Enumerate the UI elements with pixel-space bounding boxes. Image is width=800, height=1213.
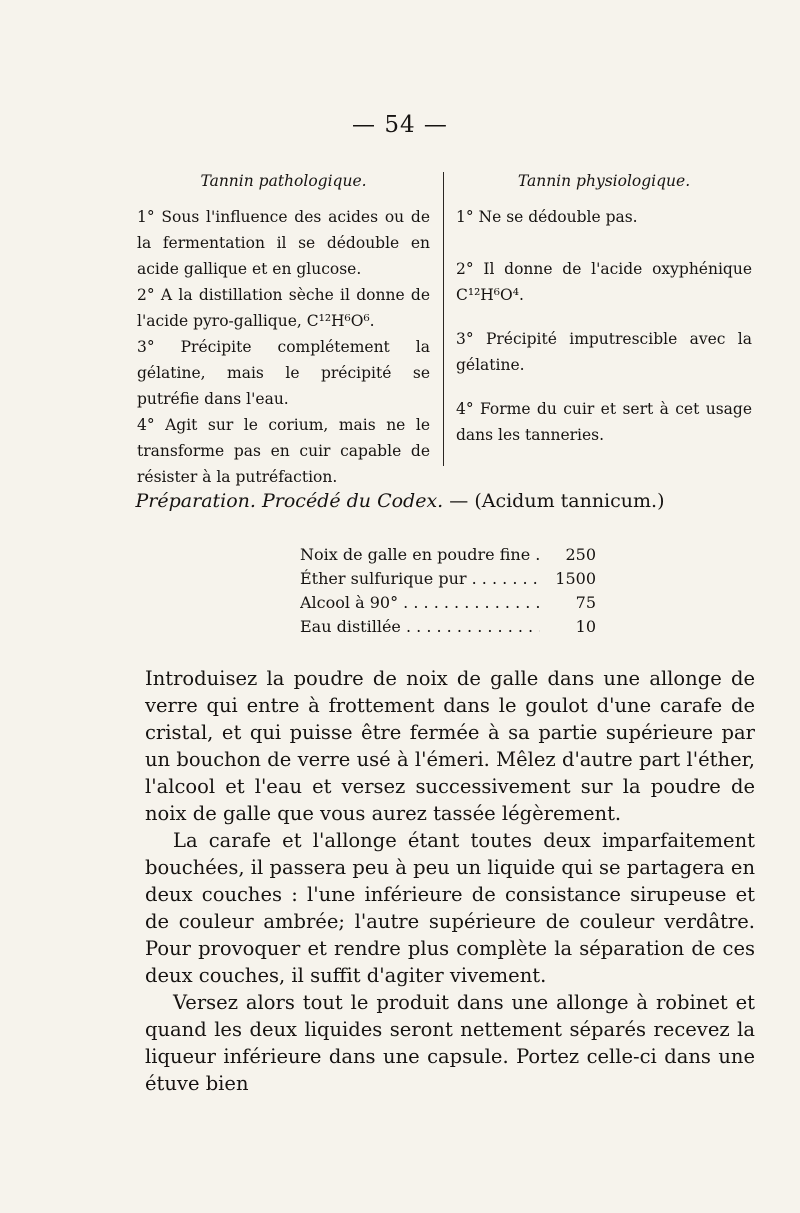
column-divider [443, 172, 444, 466]
paragraph-1: Introduisez la poudre de noix de galle dans une allonge de verre qui entre à frottement dans le goulot d'une carafe de cristal, et qui puisse être fermée à sa partie supérieure par un bouchon de verre usé à l'émeri. Mêlez d'autre part l'éther, l'alcool et l'eau et versez successivement sur la poudre de noix de galle que vous aurez tassée légèrement. [145, 667, 755, 825]
recipe-ingredient: Éther sulfurique pur . . . [300, 567, 540, 591]
recipe-ingredient: Alcool à 90° . . . [300, 591, 540, 615]
left-item-3: 3° Précipite complétement la gélatine, mais le précipité se putréfie dans l'eau. [137, 338, 430, 408]
recipe-list [300, 543, 600, 639]
recipe-quantity: 75 [575, 593, 596, 612]
right-item-1: 1° Ne se dédouble pas. [456, 208, 638, 226]
preparation-heading [0, 490, 800, 512]
recipe-row [300, 591, 600, 615]
paragraph-3: Versez alors tout le produit dans une allonge à robinet et quand les deux liquides seront nettement séparés recevez la liqueur inférieure dans une capsule. Portez celle-ci dans une étuve bien [145, 991, 755, 1095]
page-number: — 54 — [352, 112, 448, 138]
recipe-ingredient: Noix de galle en poudre fine . . . [300, 543, 540, 567]
preparation-dash: — [443, 490, 475, 512]
recipe-ingredient: Eau distillée . . . [300, 615, 540, 639]
preparation-method: Préparation. Procédé du Codex. [135, 490, 444, 512]
recipe-quantity: 1500 [555, 569, 596, 588]
recipe-row [300, 543, 600, 567]
left-item-4: 4° Agit sur le corium, mais ne le transforme pas en cuir capable de résister à la putréfaction. [137, 416, 430, 486]
left-item-1: 1° Sous l'influence des acides ou de la fermentation il se dédouble en acide gallique et en glucose. [137, 208, 430, 278]
body-text [145, 665, 755, 1097]
right-item-3: 3° Précipité imputrescible avec la gélatine. [456, 330, 752, 374]
recipe-quantity: 250 [565, 545, 596, 564]
recipe-row [300, 567, 600, 591]
preparation-latin-name: (Acidum tannicum.) [474, 490, 665, 512]
right-item-4: 4° Forme du cuir et sert à cet usage dans les tanneries. [456, 400, 752, 444]
right-item-2: 2° Il donne de l'acide oxyphénique C¹²H⁶O⁴. [456, 260, 752, 304]
left-column-pathological-tannin [137, 168, 430, 490]
right-column-heading: Tannin physiologique. [517, 172, 691, 190]
right-column-physiological-tannin [456, 168, 752, 448]
recipe-quantity: 10 [575, 617, 596, 636]
paragraph-2: La carafe et l'allonge étant toutes deux imparfaitement bouchées, il passera peu à peu un liquide qui se partagera en deux couches : l'une inférieure de consistance sirupeuse et de couleur ambrée; l'autre supérieure de couleur verdâtre. Pour provoquer et rendre plus complète la séparation de ces deux couches, il suffit d'agiter vivement. [145, 829, 755, 987]
left-item-2: 2° A la distillation sèche il donne de l'acide pyro-gallique, C¹²H⁶O⁶. [137, 286, 430, 330]
recipe-row [300, 615, 600, 639]
left-column-heading: Tannin pathologique. [200, 172, 367, 190]
